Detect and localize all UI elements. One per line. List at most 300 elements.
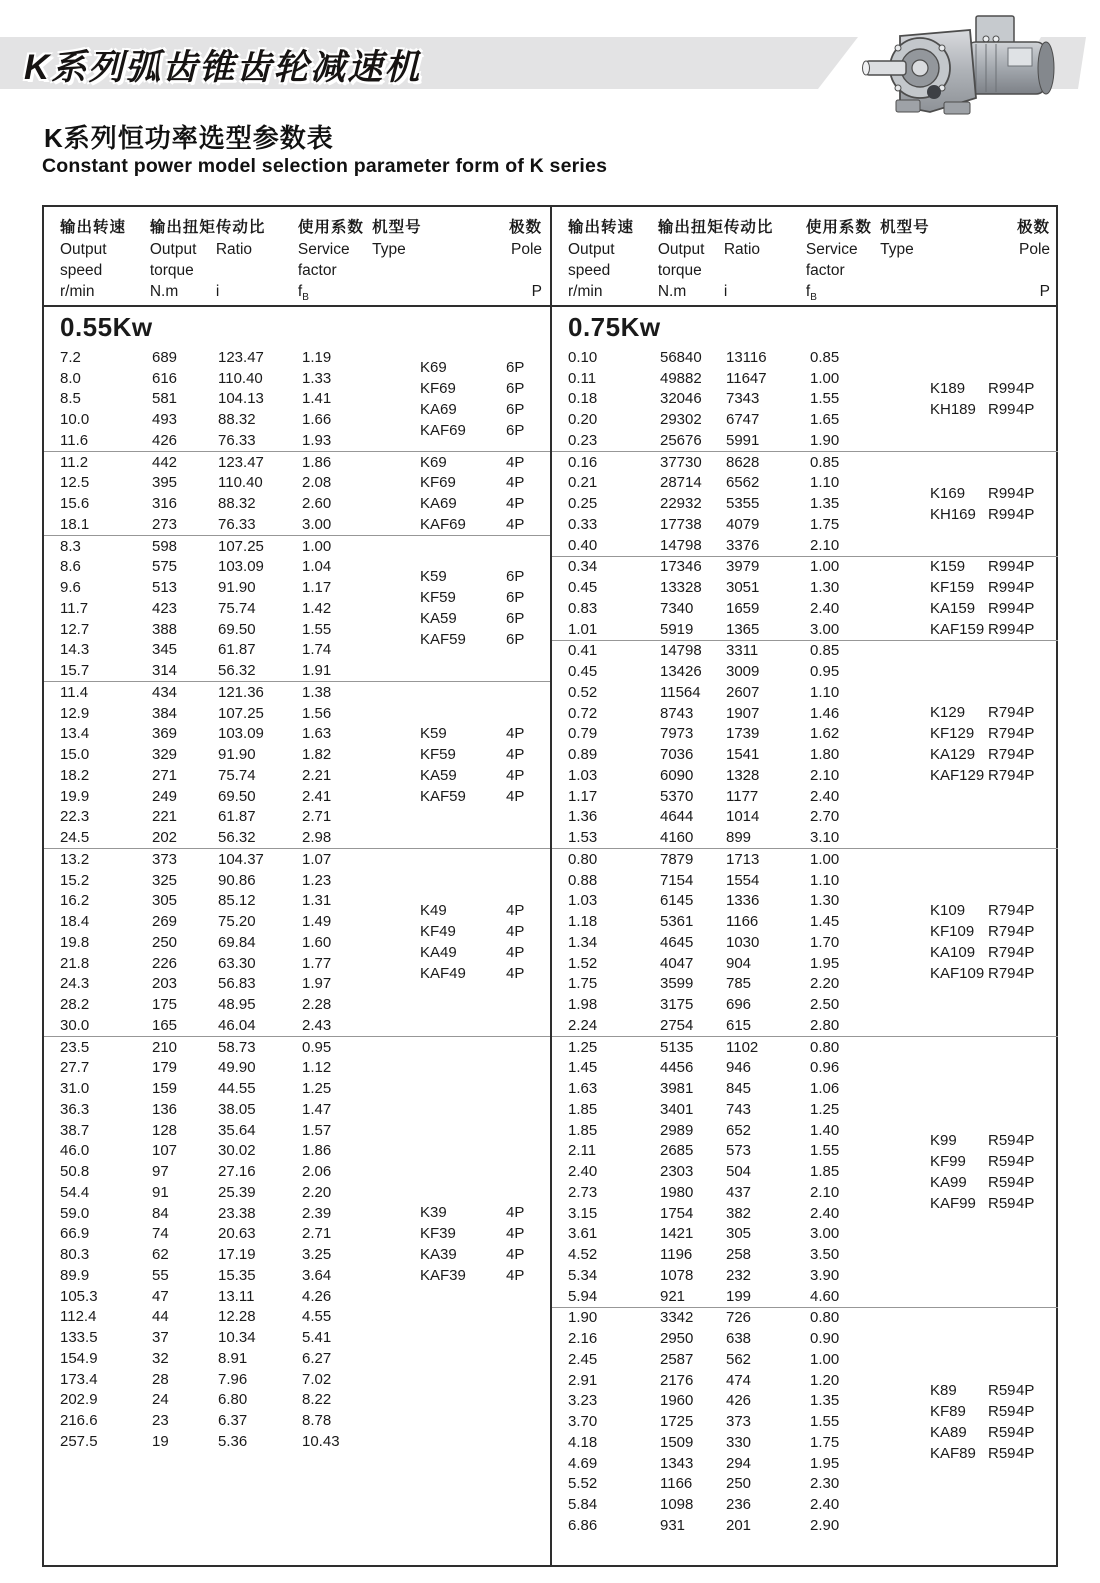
- cell-output-speed: 19.9: [60, 787, 90, 805]
- cell-output-speed: 11.2: [60, 453, 89, 471]
- cell-output-torque: 5370: [660, 787, 694, 805]
- cell-output-torque: 14798: [660, 536, 702, 554]
- cell-type-model: KF39: [420, 1225, 456, 1243]
- cell-pole: 4P: [506, 1267, 525, 1285]
- cell-output-torque: 7154: [660, 871, 694, 889]
- cell-type-suffix: R59: [988, 1173, 1016, 1191]
- column-header-en: Service: [297, 241, 350, 258]
- cell-output-speed: 0.40: [568, 536, 598, 554]
- cell-output-speed: 1.75: [568, 975, 598, 993]
- cell-output-torque: 44: [152, 1308, 169, 1326]
- type-row: [420, 744, 546, 765]
- cell-output-speed: 173.4: [60, 1370, 98, 1388]
- type-row: [420, 942, 546, 963]
- data-block: [552, 641, 1058, 850]
- cell-ratio: 573: [726, 1142, 752, 1160]
- cell-output-speed: 0.45: [568, 663, 598, 681]
- cell-pole: 6P: [506, 610, 525, 628]
- column-header: [150, 217, 216, 305]
- cell-service-factor: 1.63: [302, 725, 332, 743]
- cell-service-factor: 5.41: [302, 1329, 332, 1347]
- type-row: [930, 1172, 1056, 1193]
- cell-pole: 4P: [1016, 505, 1035, 523]
- cell-output-speed: 12.9: [60, 704, 90, 722]
- cell-output-torque: 388: [152, 620, 178, 638]
- cell-ratio: 236: [726, 1496, 752, 1514]
- cell-ratio: 474: [726, 1371, 752, 1389]
- cell-output-torque: 7879: [660, 850, 694, 868]
- type-row: [930, 942, 1056, 963]
- cell-output-torque: 345: [152, 641, 178, 659]
- cell-ratio: 3376: [726, 536, 760, 554]
- column-header-unit: [372, 281, 499, 303]
- type-list: [420, 452, 546, 535]
- cell-output-torque: 2685: [660, 1142, 694, 1160]
- cell-type-model: KH169: [930, 505, 976, 523]
- type-row: [930, 399, 1056, 420]
- cell-type-suffix: R79: [988, 725, 1016, 743]
- cell-output-torque: 84: [152, 1204, 169, 1222]
- column-header-unit: P: [1039, 283, 1051, 300]
- cell-output-speed: 1.85: [568, 1100, 598, 1118]
- cell-pole: 4P: [1016, 599, 1035, 617]
- table-header: [44, 207, 550, 307]
- cell-output-speed: 133.5: [60, 1329, 98, 1347]
- cell-ratio: 1365: [726, 620, 760, 638]
- cell-service-factor: 1.95: [810, 1454, 840, 1472]
- column-header-unit: $f_B$: [805, 283, 817, 304]
- cell-service-factor: 1.35: [810, 495, 840, 513]
- cell-service-factor: 3.00: [810, 620, 840, 638]
- cell-output-torque: 5135: [660, 1038, 694, 1056]
- cell-output-speed: 0.41: [568, 642, 598, 660]
- cell-service-factor: 1.35: [810, 1392, 840, 1410]
- column-header-en2: [499, 260, 542, 281]
- cell-ratio: 63.30: [218, 954, 256, 972]
- cell-output-speed: 4.52: [568, 1246, 598, 1264]
- cell-type-model: KF69: [420, 474, 456, 492]
- type-row: [420, 399, 546, 420]
- cell-ratio: 49.90: [218, 1059, 256, 1077]
- cell-pole: 4P: [506, 453, 525, 471]
- type-list: [420, 849, 546, 1036]
- cell-ratio: 201: [726, 1516, 752, 1534]
- cell-pole: 4P: [506, 1246, 525, 1264]
- cell-output-speed: 15.2: [60, 871, 90, 889]
- cell-output-speed: 154.9: [60, 1349, 98, 1367]
- cell-ratio: 1907: [726, 704, 760, 722]
- cell-service-factor: 1.23: [302, 871, 332, 889]
- cell-type-model: KAF59: [420, 788, 466, 805]
- cell-output-speed: 4.18: [568, 1433, 598, 1451]
- cell-output-torque: 325: [152, 871, 178, 889]
- cell-type-model: KA59: [420, 610, 457, 628]
- cell-output-speed: 1.52: [568, 954, 598, 972]
- cell-service-factor: 1.38: [302, 683, 332, 701]
- cell-type-model: KF49: [420, 923, 456, 941]
- column-header-en2: [724, 260, 806, 281]
- cell-service-factor: 1.00: [810, 558, 840, 576]
- cell-output-speed: 1.36: [568, 808, 598, 826]
- cell-service-factor: 1.66: [302, 411, 332, 429]
- cell-type-suffix: R99: [988, 558, 1016, 576]
- cell-type-suffix: R79: [988, 902, 1016, 920]
- cell-output-torque: 423: [152, 599, 178, 617]
- cell-service-factor: 1.86: [302, 1142, 332, 1160]
- cell-type-model: K89: [930, 1381, 957, 1399]
- cell-output-speed: 1.01: [568, 620, 598, 638]
- data-block: [44, 682, 550, 849]
- cell-output-torque: 921: [660, 1287, 686, 1305]
- type-row: [930, 765, 1056, 786]
- column-header-en: Output: [657, 241, 705, 258]
- cell-output-speed: 8.0: [60, 369, 81, 387]
- cell-service-factor: 1.65: [810, 411, 840, 429]
- cell-output-torque: 598: [152, 537, 178, 555]
- cell-ratio: 250: [726, 1475, 752, 1493]
- cell-ratio: 7.96: [218, 1370, 248, 1388]
- cell-service-factor: 1.19: [302, 348, 332, 366]
- cell-output-torque: 226: [152, 954, 178, 972]
- cell-output-speed: 2.73: [568, 1183, 598, 1201]
- cell-type-model: KAF69: [420, 421, 466, 439]
- cell-ratio: 13.11: [218, 1287, 255, 1305]
- cell-output-torque: 6090: [660, 766, 694, 784]
- cell-type-model: K129: [930, 704, 966, 722]
- page-title-cn: K系列恒功率选型参数表: [44, 123, 334, 153]
- cell-ratio: 258: [726, 1246, 752, 1264]
- cell-output-torque: 1166: [660, 1475, 693, 1493]
- cell-output-speed: 36.3: [60, 1100, 90, 1118]
- cell-output-torque: 6145: [660, 892, 694, 910]
- cell-output-speed: 13.4: [60, 725, 90, 743]
- type-list: [930, 1308, 1056, 1536]
- cell-output-speed: 2.45: [568, 1350, 598, 1368]
- data-block: [552, 347, 1058, 452]
- cell-service-factor: 1.62: [810, 725, 840, 743]
- cell-type-model: K69: [420, 453, 447, 471]
- column-header: [372, 217, 499, 305]
- cell-output-speed: 38.7: [60, 1121, 90, 1139]
- cell-output-speed: 5.84: [568, 1496, 598, 1514]
- cell-type-suffix: R99: [988, 620, 1016, 638]
- cell-output-torque: 1343: [660, 1454, 694, 1472]
- cell-ratio: 5991: [726, 431, 760, 449]
- cell-pole: 4P: [1016, 944, 1035, 962]
- cell-output-speed: 11.6: [60, 431, 89, 449]
- cell-output-torque: 1421: [660, 1225, 694, 1243]
- column-header-unit: [880, 281, 1007, 303]
- cell-output-torque: 1509: [660, 1433, 694, 1451]
- type-list: [930, 1037, 1056, 1307]
- cell-ratio: 12.28: [218, 1308, 256, 1326]
- cell-type-suffix: R79: [988, 965, 1016, 983]
- cell-output-torque: 62: [152, 1246, 169, 1264]
- cell-type-model: KA129: [930, 746, 976, 764]
- cell-service-factor: 1.80: [810, 746, 840, 764]
- cell-service-factor: 1.70: [810, 933, 840, 951]
- cell-service-factor: 0.80: [810, 1309, 840, 1327]
- cell-output-torque: 273: [152, 515, 178, 533]
- cell-service-factor: 1.30: [810, 579, 840, 597]
- cell-output-torque: 203: [152, 975, 178, 993]
- cell-pole: 4P: [506, 923, 525, 941]
- cell-service-factor: 2.21: [302, 766, 332, 784]
- cell-pole: 4P: [1016, 1402, 1035, 1420]
- type-row: [930, 557, 1056, 578]
- cell-output-speed: 0.20: [568, 411, 598, 429]
- type-row: [930, 921, 1056, 942]
- cell-output-speed: 23.5: [60, 1038, 90, 1056]
- column-header-en2: [880, 260, 1007, 281]
- cell-ratio: 199: [726, 1287, 752, 1305]
- cell-service-factor: 1.47: [302, 1100, 332, 1118]
- cell-type-model: KF159: [930, 579, 975, 597]
- cell-service-factor: 6.27: [302, 1349, 332, 1367]
- cell-output-torque: 97: [152, 1163, 169, 1181]
- cell-ratio: 61.87: [218, 641, 256, 659]
- type-list: [420, 1037, 546, 1452]
- cell-output-speed: 0.88: [568, 871, 598, 889]
- cell-service-factor: 2.08: [302, 474, 332, 492]
- column-header-cn: 机型号: [880, 219, 930, 236]
- cell-type-model: KA109: [930, 944, 976, 962]
- cell-service-factor: 1.42: [302, 599, 332, 617]
- cell-output-speed: 15.7: [60, 662, 90, 680]
- cell-ratio: 330: [726, 1433, 752, 1451]
- cell-output-torque: 373: [152, 850, 178, 868]
- cell-service-factor: 1.00: [302, 537, 332, 555]
- cell-service-factor: 0.90: [810, 1330, 840, 1348]
- cell-output-speed: 4.69: [568, 1454, 598, 1472]
- column-header-en: Output: [568, 241, 615, 258]
- cell-ratio: 20.63: [218, 1225, 256, 1243]
- type-row: [930, 1151, 1056, 1172]
- cell-pole: 4P: [1016, 484, 1035, 502]
- cell-pole: 4P: [1016, 704, 1035, 722]
- cell-service-factor: 2.10: [810, 1183, 840, 1201]
- type-list: [930, 641, 1056, 849]
- cell-output-torque: 13426: [660, 663, 702, 681]
- cell-ratio: 69.50: [218, 787, 256, 805]
- cell-ratio: 38.05: [218, 1100, 256, 1118]
- cell-output-torque: 4047: [660, 954, 694, 972]
- type-list: [930, 347, 1056, 451]
- cell-output-torque: 1754: [660, 1204, 694, 1222]
- cell-output-torque: 14798: [660, 642, 702, 660]
- column-header-en: Pole: [510, 241, 543, 258]
- cell-ratio: 11647: [726, 369, 767, 387]
- cell-type-suffix: R99: [988, 400, 1016, 418]
- cell-output-speed: 1.90: [568, 1309, 598, 1327]
- column-header: [658, 217, 724, 305]
- page-title-en: Constant power model selection parameter form of K series: [42, 155, 608, 177]
- type-row: [420, 629, 546, 650]
- cell-output-speed: 1.34: [568, 933, 598, 951]
- cell-output-torque: 314: [152, 662, 178, 680]
- cell-output-speed: 0.34: [568, 558, 598, 576]
- data-block: [552, 849, 1058, 1037]
- cell-output-speed: 50.8: [60, 1163, 90, 1181]
- cell-pole: 4P: [1016, 1152, 1035, 1170]
- cell-output-torque: 17346: [660, 558, 702, 576]
- cell-output-torque: 7340: [660, 599, 694, 617]
- cell-ratio: 25.39: [218, 1183, 256, 1201]
- cell-ratio: 27.16: [218, 1163, 256, 1181]
- cell-type-suffix: R99: [988, 579, 1016, 597]
- cell-output-speed: 15.6: [60, 495, 90, 513]
- cell-output-torque: 575: [152, 558, 178, 576]
- cell-type-model: K59: [420, 725, 447, 742]
- cell-output-speed: 3.15: [568, 1204, 598, 1222]
- cell-pole: 6P: [506, 400, 525, 418]
- cell-service-factor: 1.25: [810, 1100, 840, 1118]
- cell-output-torque: 202: [152, 829, 178, 847]
- cell-pole: 4P: [1016, 558, 1035, 576]
- cell-output-torque: 23: [152, 1412, 169, 1430]
- cell-output-speed: 0.25: [568, 495, 598, 513]
- cell-service-factor: 1.49: [302, 913, 332, 931]
- cell-output-torque: 4644: [660, 808, 694, 826]
- cell-output-speed: 8.5: [60, 390, 81, 408]
- cell-pole: 4P: [1016, 923, 1035, 941]
- cell-output-speed: 1.18: [568, 913, 598, 931]
- cell-service-factor: 1.04: [302, 558, 332, 576]
- cell-service-factor: 2.71: [302, 1225, 332, 1243]
- type-row: [420, 963, 546, 984]
- column-header: [44, 217, 150, 305]
- cell-type-suffix: R79: [988, 923, 1016, 941]
- cell-output-speed: 22.3: [60, 808, 90, 826]
- cell-output-speed: 2.11: [568, 1142, 597, 1160]
- cell-output-speed: 7.2: [60, 348, 81, 366]
- column-header-unit: N.m: [657, 283, 687, 300]
- cell-service-factor: 2.10: [810, 766, 840, 784]
- cell-pole: 4P: [506, 515, 525, 533]
- type-row: [930, 598, 1056, 619]
- column-header-en: Ratio: [723, 241, 761, 258]
- cell-output-torque: 2587: [660, 1350, 694, 1368]
- cell-service-factor: 1.00: [810, 1350, 840, 1368]
- cell-service-factor: 4.26: [302, 1287, 332, 1305]
- cell-pole: 4P: [1016, 579, 1035, 597]
- data-block: [552, 1037, 1058, 1308]
- cell-ratio: 10.34: [218, 1329, 256, 1347]
- cell-ratio: 121.36: [218, 683, 264, 701]
- cell-output-speed: 0.33: [568, 515, 598, 533]
- cell-service-factor: 1.93: [302, 431, 332, 449]
- cell-type-suffix: R99: [988, 505, 1016, 523]
- cell-output-speed: 21.8: [60, 954, 90, 972]
- type-row: [930, 702, 1056, 723]
- cell-service-factor: 1.55: [810, 1142, 840, 1160]
- cell-ratio: 6.80: [218, 1391, 248, 1409]
- cell-service-factor: 1.46: [810, 704, 840, 722]
- cell-type-model: K189: [930, 379, 966, 397]
- cell-ratio: 562: [726, 1350, 752, 1368]
- cell-output-torque: 369: [152, 725, 178, 743]
- cell-type-model: K99: [930, 1131, 957, 1149]
- cell-service-factor: 1.55: [810, 390, 840, 408]
- cell-pole: 4P: [506, 965, 525, 983]
- cell-output-speed: 1.03: [568, 892, 598, 910]
- type-row: [930, 723, 1056, 744]
- column-header-en: Pole: [1018, 241, 1051, 258]
- cell-type-suffix: R59: [988, 1381, 1016, 1399]
- cell-output-torque: 8743: [660, 704, 694, 722]
- column-header-en: Output: [60, 241, 107, 258]
- cell-service-factor: 0.85: [810, 642, 840, 660]
- cell-output-speed: 2.24: [568, 1016, 598, 1034]
- column-header: [499, 217, 550, 305]
- cell-output-torque: 179: [152, 1059, 178, 1077]
- type-row: [420, 420, 546, 441]
- cell-ratio: 4079: [726, 515, 760, 533]
- column-header-cn: 使用系数: [297, 219, 364, 236]
- cell-output-torque: 165: [152, 1016, 178, 1034]
- cell-output-torque: 13328: [660, 579, 702, 597]
- cell-output-torque: 3342: [660, 1309, 694, 1327]
- cell-pole: 4P: [506, 902, 525, 920]
- cell-service-factor: 3.64: [302, 1266, 332, 1284]
- cell-service-factor: 1.41: [302, 390, 332, 408]
- cell-output-speed: 24.3: [60, 975, 90, 993]
- cell-output-speed: 0.89: [568, 746, 598, 764]
- table-half-075kw: [550, 207, 1058, 1565]
- cell-output-torque: 4456: [660, 1059, 694, 1077]
- cell-ratio: 13116: [726, 348, 767, 366]
- cell-ratio: 1336: [726, 892, 760, 910]
- cell-service-factor: 2.50: [810, 996, 840, 1014]
- cell-ratio: 1659: [726, 599, 760, 617]
- cell-ratio: 107.25: [218, 537, 264, 555]
- cell-ratio: 1713: [726, 850, 760, 868]
- column-header: [806, 217, 880, 305]
- cell-ratio: 904: [726, 954, 752, 972]
- cell-output-speed: 0.72: [568, 704, 598, 722]
- cell-service-factor: 2.43: [302, 1016, 332, 1034]
- column-header-unit: i: [215, 283, 220, 300]
- type-row: [930, 1380, 1056, 1401]
- data-block: [44, 347, 550, 452]
- cell-type-model: KF69: [420, 379, 456, 397]
- cell-output-torque: 2303: [660, 1163, 694, 1181]
- cell-ratio: 7343: [726, 390, 760, 408]
- column-header: [552, 217, 658, 305]
- cell-pole: 4P: [506, 788, 525, 805]
- cell-output-torque: 1960: [660, 1392, 694, 1410]
- cell-ratio: 426: [726, 1392, 752, 1410]
- cell-ratio: 652: [726, 1121, 752, 1139]
- cell-ratio: 294: [726, 1454, 752, 1472]
- cell-ratio: 6562: [726, 474, 760, 492]
- cell-service-factor: 0.95: [302, 1038, 332, 1056]
- cell-pole: 4P: [1016, 965, 1035, 983]
- data-block: [44, 849, 550, 1037]
- cell-service-factor: 1.00: [810, 850, 840, 868]
- cell-service-factor: 1.06: [810, 1080, 840, 1098]
- cell-output-speed: 9.6: [60, 579, 81, 597]
- cell-ratio: 75.74: [218, 599, 256, 617]
- cell-output-speed: 3.70: [568, 1413, 598, 1431]
- cell-output-torque: 128: [152, 1121, 178, 1139]
- cell-output-speed: 18.1: [60, 515, 90, 533]
- cell-type-model: KA69: [420, 495, 457, 513]
- gear-reducer-image: [848, 8, 1088, 128]
- cell-output-torque: 17738: [660, 515, 702, 533]
- type-row: [930, 619, 1056, 640]
- type-row: [420, 786, 546, 807]
